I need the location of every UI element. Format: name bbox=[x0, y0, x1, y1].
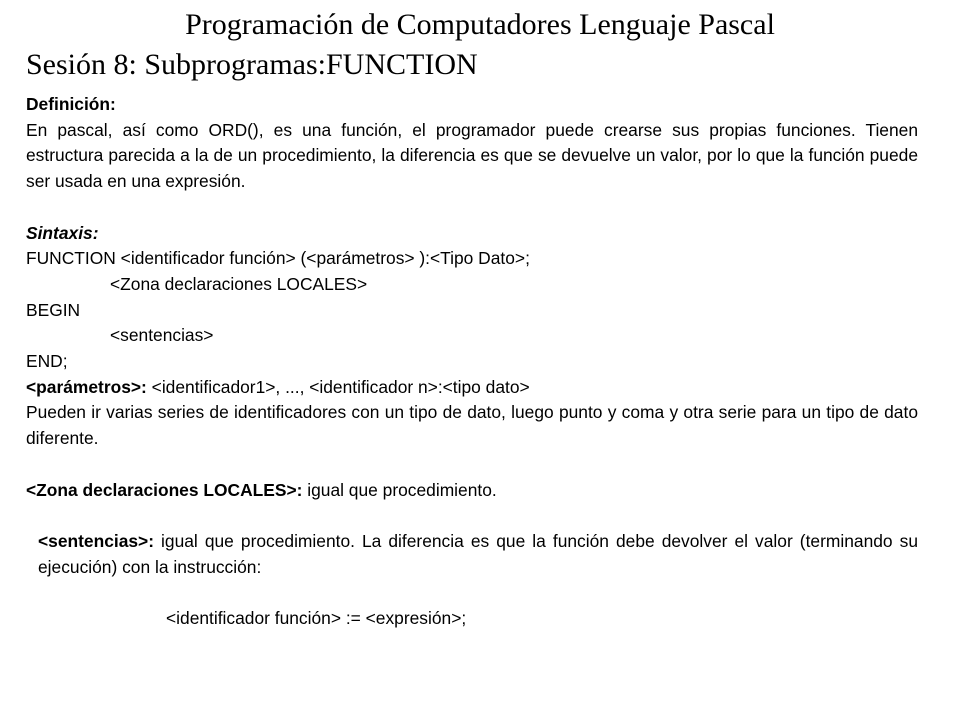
spacer bbox=[26, 195, 918, 221]
zona-locales-text: igual que procedimiento. bbox=[302, 479, 497, 500]
zona-locales-label: <Zona declaraciones LOCALES>: bbox=[26, 479, 303, 500]
sintaxis-heading: Sintaxis: bbox=[26, 222, 99, 243]
parametros-description: Pueden ir varias series de identificadores con un tipo de dato, luego punto y coma y otra serie para un tipo de dato diferente. bbox=[26, 402, 918, 449]
slide-body bbox=[26, 92, 918, 632]
spacer bbox=[26, 503, 918, 529]
asignacion-line: <identificador función> := <expresión>; bbox=[166, 608, 467, 628]
sentencias-paragraph bbox=[26, 529, 918, 580]
spacer bbox=[26, 452, 918, 478]
sintaxis-line-locales: <Zona declaraciones LOCALES> bbox=[110, 273, 368, 294]
sentencias-label: <sentencias>: bbox=[38, 530, 155, 551]
spacer bbox=[26, 580, 918, 606]
sintaxis-line-begin: BEGIN bbox=[26, 299, 81, 320]
sintaxis-line-sentencias: <sentencias> bbox=[110, 325, 214, 346]
parametros-label: <parámetros>: bbox=[26, 376, 147, 397]
parametros-line bbox=[26, 375, 918, 401]
sintaxis-line-end: END; bbox=[26, 351, 68, 372]
slide-title: Programación de Computadores Lenguaje Pascal bbox=[185, 8, 775, 41]
definicion-heading: Definición: bbox=[26, 94, 116, 114]
sentencias-text: igual que procedimiento. La diferencia es que la función debe devolver el valor (terminando su ejecución) con la instrucción: bbox=[38, 530, 918, 577]
parametros-text: <identificador1>, ..., <identificador n>:<tipo dato> bbox=[146, 376, 530, 397]
sintaxis-line-function: FUNCTION <identificador función> (<parámetros> ):<Tipo Dato>; bbox=[26, 248, 530, 269]
slide-subtitle: Sesión 8: Subprogramas:FUNCTION bbox=[26, 48, 478, 81]
definicion-text: En pascal, así como ORD(), es una función, el programador puede crearse sus propias funciones. Tienen estructura parecida a la de un procedimiento, la diferencia es que se devuelve un valor, por lo que la función puede ser usada en una expresión. bbox=[26, 119, 918, 192]
zona-locales-line bbox=[26, 478, 918, 504]
